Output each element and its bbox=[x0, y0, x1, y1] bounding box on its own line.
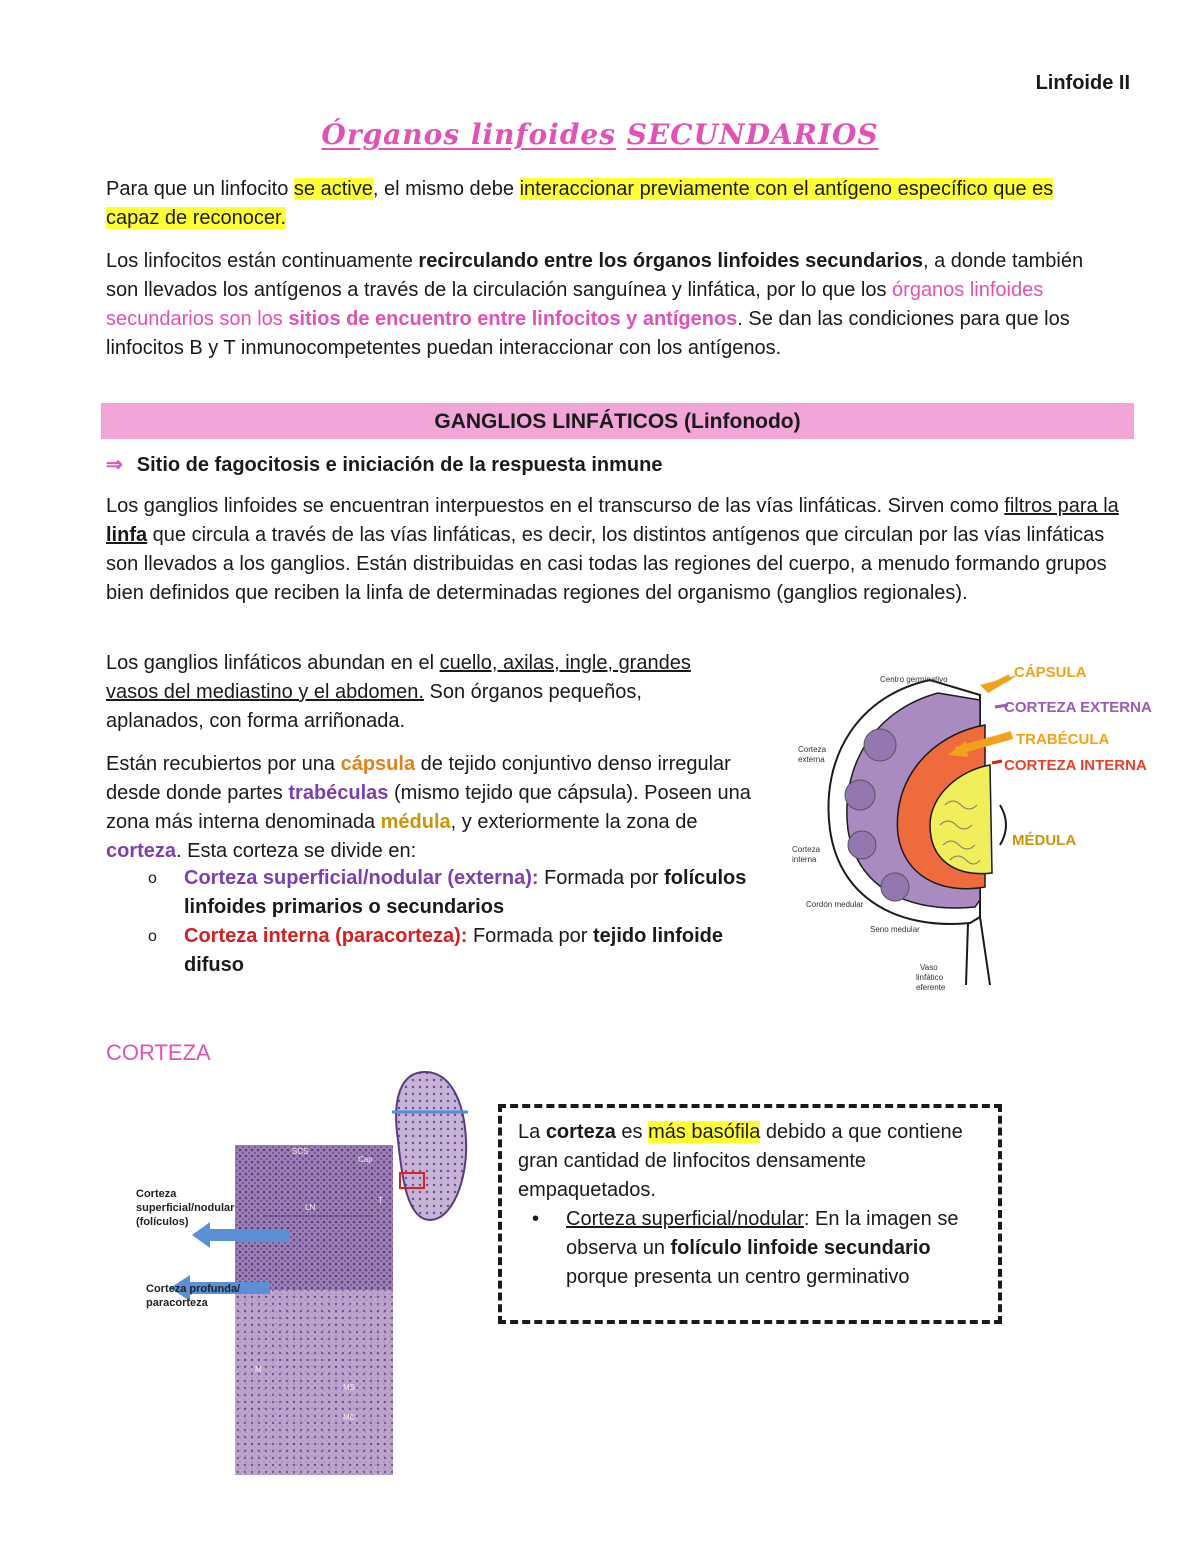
key-point-text: Sitio de fagocitosis e iniciación de la respuesta inmune bbox=[136, 454, 663, 476]
intro-p2-text-c: . Se dan las condiciones para que los linfocitos B y T inmunocompetentes puedan interaccionar con los antígenos. bbox=[106, 308, 1070, 359]
tag-t: T bbox=[378, 1196, 383, 1205]
ganglios-p1-text-a: Los ganglios linfoides se encuentran interpuestos en el transcurso de las vías linfáticas. Sirven como bbox=[106, 495, 1005, 517]
efferent-vessel-line bbox=[980, 917, 990, 985]
section-title-corteza: CORTEZA bbox=[106, 1040, 211, 1065]
bullet-dot-icon: • bbox=[532, 1208, 540, 1230]
tag-mc: MC bbox=[343, 1413, 356, 1422]
note-box bbox=[498, 1104, 1002, 1324]
ganglios-p3-text-e: . Esta corteza se divide en: bbox=[176, 840, 417, 862]
term-medula: médula bbox=[380, 811, 451, 833]
tag-scs: SCS bbox=[292, 1147, 309, 1156]
label-superficial-2: superficial/nodular bbox=[136, 1202, 235, 1214]
tag-ln: LN bbox=[305, 1203, 316, 1212]
note-li-text-b: porque presenta un centro germinativo bbox=[566, 1266, 910, 1288]
note-text-c: debido a que contiene gran cantidad de linfocitos densamente empaquetados. bbox=[518, 1121, 963, 1201]
label-profunda-1: Corteza profunda/ bbox=[146, 1283, 241, 1295]
histology-medulla bbox=[235, 1290, 393, 1475]
bullet-2-bold: tejido linfoide difuso bbox=[184, 925, 724, 976]
note-li-bold: folículo linfoide secundario bbox=[670, 1237, 931, 1259]
small-label-corteza-externa-1: Corteza bbox=[798, 745, 827, 754]
ganglios-p1-underline: filtros para la bbox=[1004, 495, 1119, 517]
term-trabeculas: trabéculas bbox=[288, 782, 389, 804]
intro-p2-text-b: , a donde también son llevados los antígenos a través de la circulación sanguínea y linfática, por lo que los bbox=[106, 250, 1084, 301]
small-label-vaso-2: linfático bbox=[916, 973, 944, 982]
bullet-1-title: Corteza superficial/nodular (externa): bbox=[184, 867, 539, 889]
ganglios-p1-text-b: que circula a través de las vías linfáticas, es decir, los distintos antígenos que circulan por las vías linfáticas son llevados a los ganglios. Están distribuidas en casi todas las regiones del cuerpo, a menudo formando grupos bien definidos que reciben la linfa de determinadas regiones del organismo (ganglios regionales). bbox=[106, 524, 1107, 604]
label-capsula: CÁPSULA bbox=[1014, 664, 1087, 681]
arrow-corteza-interna-shaft bbox=[992, 761, 1002, 763]
key-point bbox=[106, 452, 662, 477]
small-label-vaso-3: eferente bbox=[916, 983, 946, 992]
title-prefix: Órganos linfoides bbox=[321, 118, 616, 151]
histology-image bbox=[130, 1070, 480, 1480]
note-bold-corteza: corteza bbox=[545, 1121, 616, 1143]
ganglios-p3-text-c: (mismo tejido que cápsula). Poseen una zona más interna denominada bbox=[106, 782, 751, 833]
label-superficial-3: (folículos) bbox=[136, 1216, 189, 1228]
page-label: Linfoide II bbox=[1035, 72, 1130, 94]
lymph-node-diagram bbox=[780, 655, 1170, 1005]
label-superficial-1: Corteza bbox=[136, 1188, 177, 1200]
bullet-1-text: Formada por bbox=[538, 867, 665, 889]
ganglios-p2-text-b: Son órganos pequeños, aplanados, con forma arriñonada. bbox=[106, 681, 642, 732]
label-corteza-externa: CORTEZA EXTERNA bbox=[1004, 699, 1152, 716]
bullet-corteza-interna bbox=[148, 922, 768, 980]
intro-p2-text-a: Los linfocitos están continuamente bbox=[106, 250, 419, 272]
tag-m: M bbox=[255, 1365, 262, 1374]
title-caps: SECUNDARIOS bbox=[626, 118, 879, 151]
intro-paragraph-2 bbox=[106, 247, 1106, 363]
bullet-corteza-superficial bbox=[148, 864, 768, 922]
ganglios-paragraph-1 bbox=[106, 492, 1121, 608]
intro-p2-pink: órganos linfoides secundarios son los bbox=[106, 279, 1044, 330]
medula-pointer bbox=[1000, 805, 1006, 845]
corteza-bullets bbox=[148, 864, 768, 980]
ganglios-p3-text-d: , y exteriormente la zona de bbox=[450, 811, 698, 833]
note-box-text bbox=[518, 1118, 978, 1292]
double-arrow-icon: ⇒ bbox=[106, 454, 123, 476]
ganglios-p2-text-a: Los ganglios linfáticos abundan en el bbox=[106, 652, 440, 674]
page-title bbox=[0, 118, 1200, 151]
section-band-ganglios: GANGLIOS LINFÁTICOS (Linfonodo) bbox=[101, 403, 1134, 439]
ganglios-p3-text-a: Están recubiertos por una bbox=[106, 753, 341, 775]
note-li-text-a: : En la imagen se observa un bbox=[566, 1208, 959, 1259]
small-label-centro: Centro germinativo bbox=[880, 675, 948, 684]
ganglios-paragraph-2 bbox=[106, 649, 716, 736]
note-highlight: más basófila bbox=[648, 1121, 761, 1143]
small-label-cordon: Cordón medular bbox=[806, 900, 864, 909]
label-corteza-interna: CORTEZA INTERNA bbox=[1004, 757, 1147, 774]
small-label-corteza-externa-2: externa bbox=[798, 755, 825, 764]
bullet-1-bold: folículos linfoides primarios o secundarios bbox=[184, 867, 747, 918]
intro-p2-pink-bold: sitios de encuentro entre linfocitos y antígenos bbox=[288, 308, 738, 330]
intro-p1-text-a: Para que un linfocito bbox=[106, 178, 294, 200]
small-label-vaso-1: Vaso bbox=[920, 963, 938, 972]
small-label-corteza-interna-2: interna bbox=[792, 855, 817, 864]
tag-cap: Cap bbox=[358, 1155, 373, 1164]
term-corteza: corteza bbox=[106, 840, 177, 862]
intro-p1-highlight-1: se active bbox=[293, 178, 373, 200]
label-profunda-2: paracorteza bbox=[146, 1297, 208, 1309]
intro-p2-bold: recirculando entre los órganos linfoides secundarios bbox=[418, 250, 923, 272]
note-text-a: La bbox=[518, 1121, 546, 1143]
note-text-b: es bbox=[615, 1121, 649, 1143]
ganglios-p2-underline: cuello, axilas, ingle, grandes vasos del mediastino y el abdomen. bbox=[106, 652, 691, 703]
small-label-seno: Seno medular bbox=[870, 925, 920, 934]
bullet-2-title: Corteza interna (paracorteza): bbox=[184, 925, 468, 947]
node-thumbnail bbox=[396, 1072, 466, 1220]
note-li-underline: Corteza superficial/nodular bbox=[566, 1208, 804, 1230]
note-list-item bbox=[532, 1205, 978, 1292]
ganglios-paragraph-3 bbox=[106, 750, 761, 866]
intro-paragraph-1 bbox=[106, 175, 1106, 233]
label-medula: MÉDULA bbox=[1012, 832, 1077, 849]
note-list bbox=[518, 1205, 978, 1292]
ganglios-p3-text-b: de tejido conjuntivo denso irregular desde donde partes bbox=[106, 753, 731, 804]
tag-ms: MS bbox=[343, 1383, 355, 1392]
label-trabecula: TRABÉCULA bbox=[1016, 731, 1110, 748]
efferent-vessel-line-2 bbox=[966, 923, 968, 985]
ganglios-p1-underline-bold: linfa bbox=[106, 524, 148, 546]
bullet-mark: o bbox=[148, 928, 157, 945]
term-capsula: cápsula bbox=[340, 753, 416, 775]
intro-p1-text-b: , el mismo debe bbox=[372, 178, 520, 200]
small-label-corteza-interna-1: Corteza bbox=[792, 845, 821, 854]
bullet-mark: o bbox=[148, 870, 157, 887]
bullet-2-text: Formada por bbox=[467, 925, 594, 947]
intro-p1-highlight-2: interaccionar previamente con el antígeno específico que es capaz de reconocer. bbox=[106, 178, 1054, 229]
